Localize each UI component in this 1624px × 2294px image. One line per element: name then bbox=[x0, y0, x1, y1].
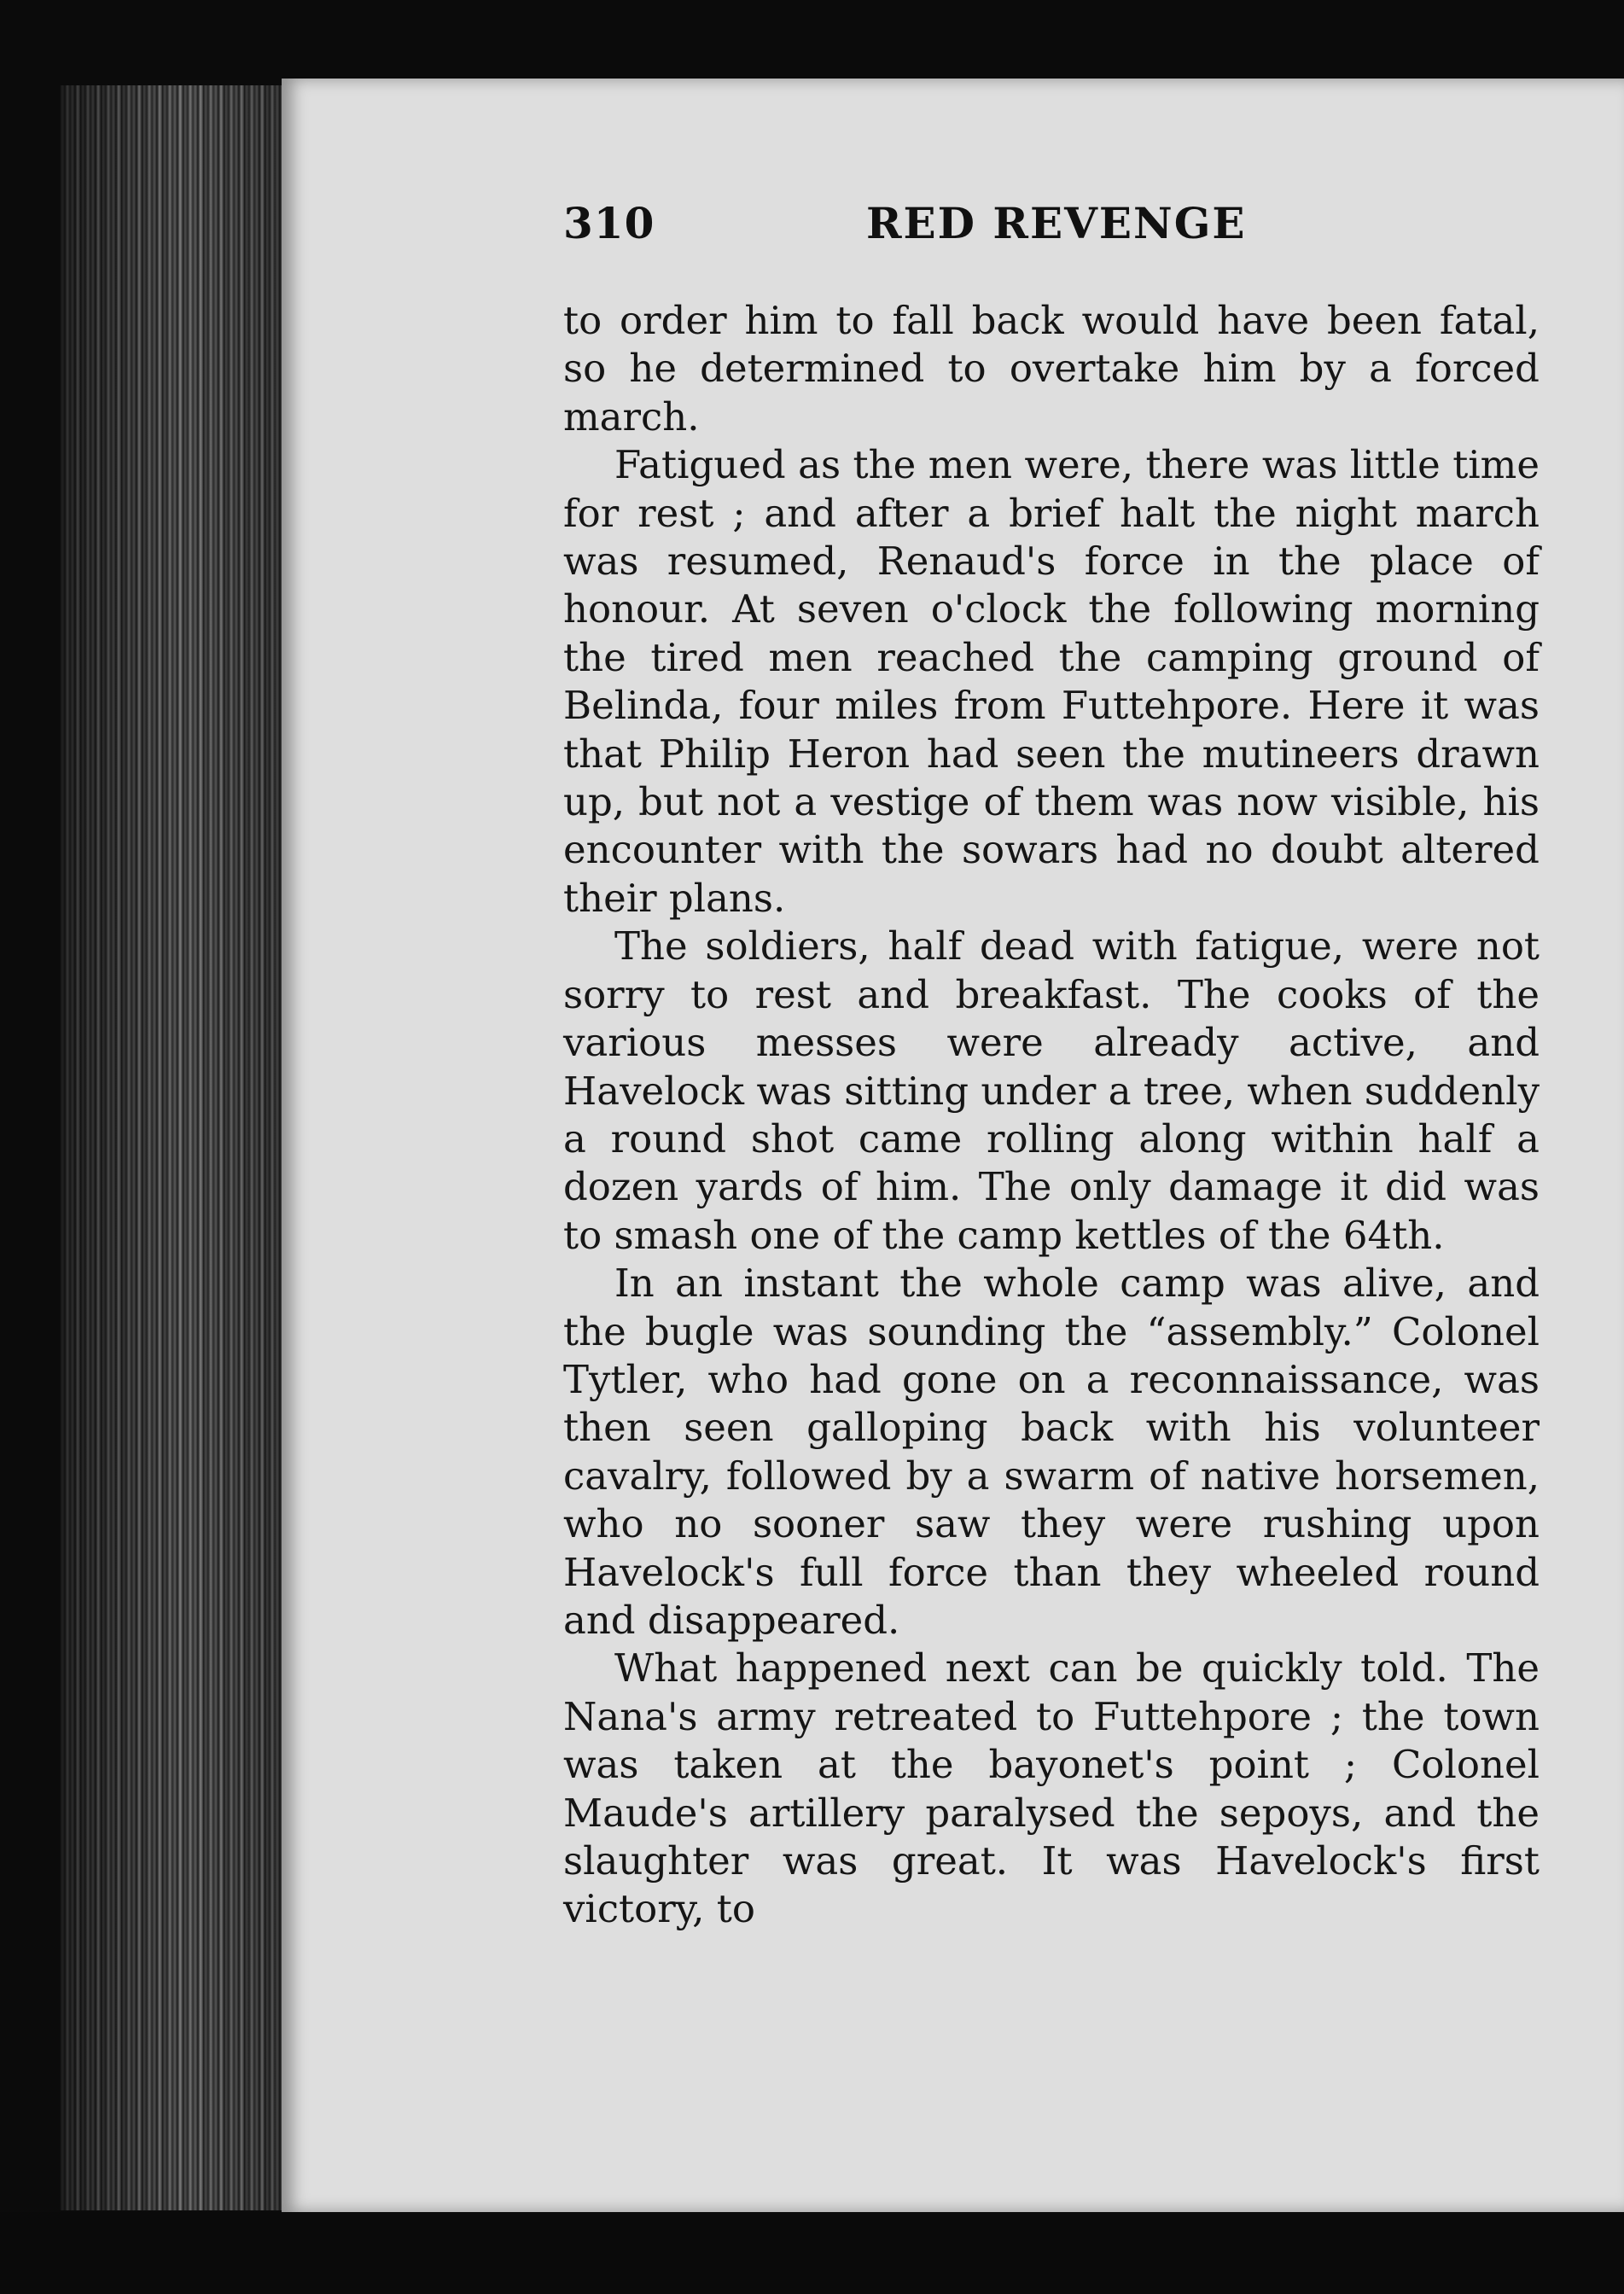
paragraph: In an instant the whole camp was alive, and the bugle was sounding the “assembly.” Colonel Tytler, who had gone on a reconnaissance, was then seen galloping back with his volunteer cavalry, followed by a swarm of native horsemen, who no sooner saw they were rushing upon Havelock's full force than they wheeled round and disappeared. bbox=[563, 1261, 1540, 1643]
paragraph: to order him to fall back would have been fatal, so he determined to overtake him by a forced march. bbox=[563, 298, 1540, 440]
body-text bbox=[563, 297, 1540, 1934]
paragraph: Fatigued as the men were, there was little time for rest ; and after a brief halt the night march was resumed, Renaud's force in the place of honour. At seven o'clock the following morning the tired men reached the camping ground of Belinda, four miles from Futtehpore. Here it was that Philip Heron had seen the mutineers drawn up, but not a vestige of them was now visible, his encounter with the sowars had no doubt altered their plans. bbox=[563, 442, 1540, 921]
running-head bbox=[563, 198, 1536, 258]
page-number: 310 bbox=[563, 198, 655, 248]
paragraph: What happened next can be quickly told. The Nana's army retreated to Futtehpore ; the town was taken at the bayonet's point ; Colonel Maude's artillery paralysed the sepoys, and the slaughter was great. It was Havelock's first victory, to bbox=[563, 1645, 1540, 1932]
running-title: RED REVENGE bbox=[866, 198, 1247, 248]
book-edge-shadow bbox=[60, 85, 290, 2210]
paragraph: The soldiers, half dead with fatigue, were not sorry to rest and breakfast. The cooks of the various messes were already active, and Havelock was sitting under a tree, when suddenly a round shot came rolling along within half a dozen yards of him. The only damage it did was to smash one of the camp kettles of the 64th. bbox=[563, 923, 1540, 1258]
scan-bottom-border bbox=[0, 2212, 1624, 2294]
